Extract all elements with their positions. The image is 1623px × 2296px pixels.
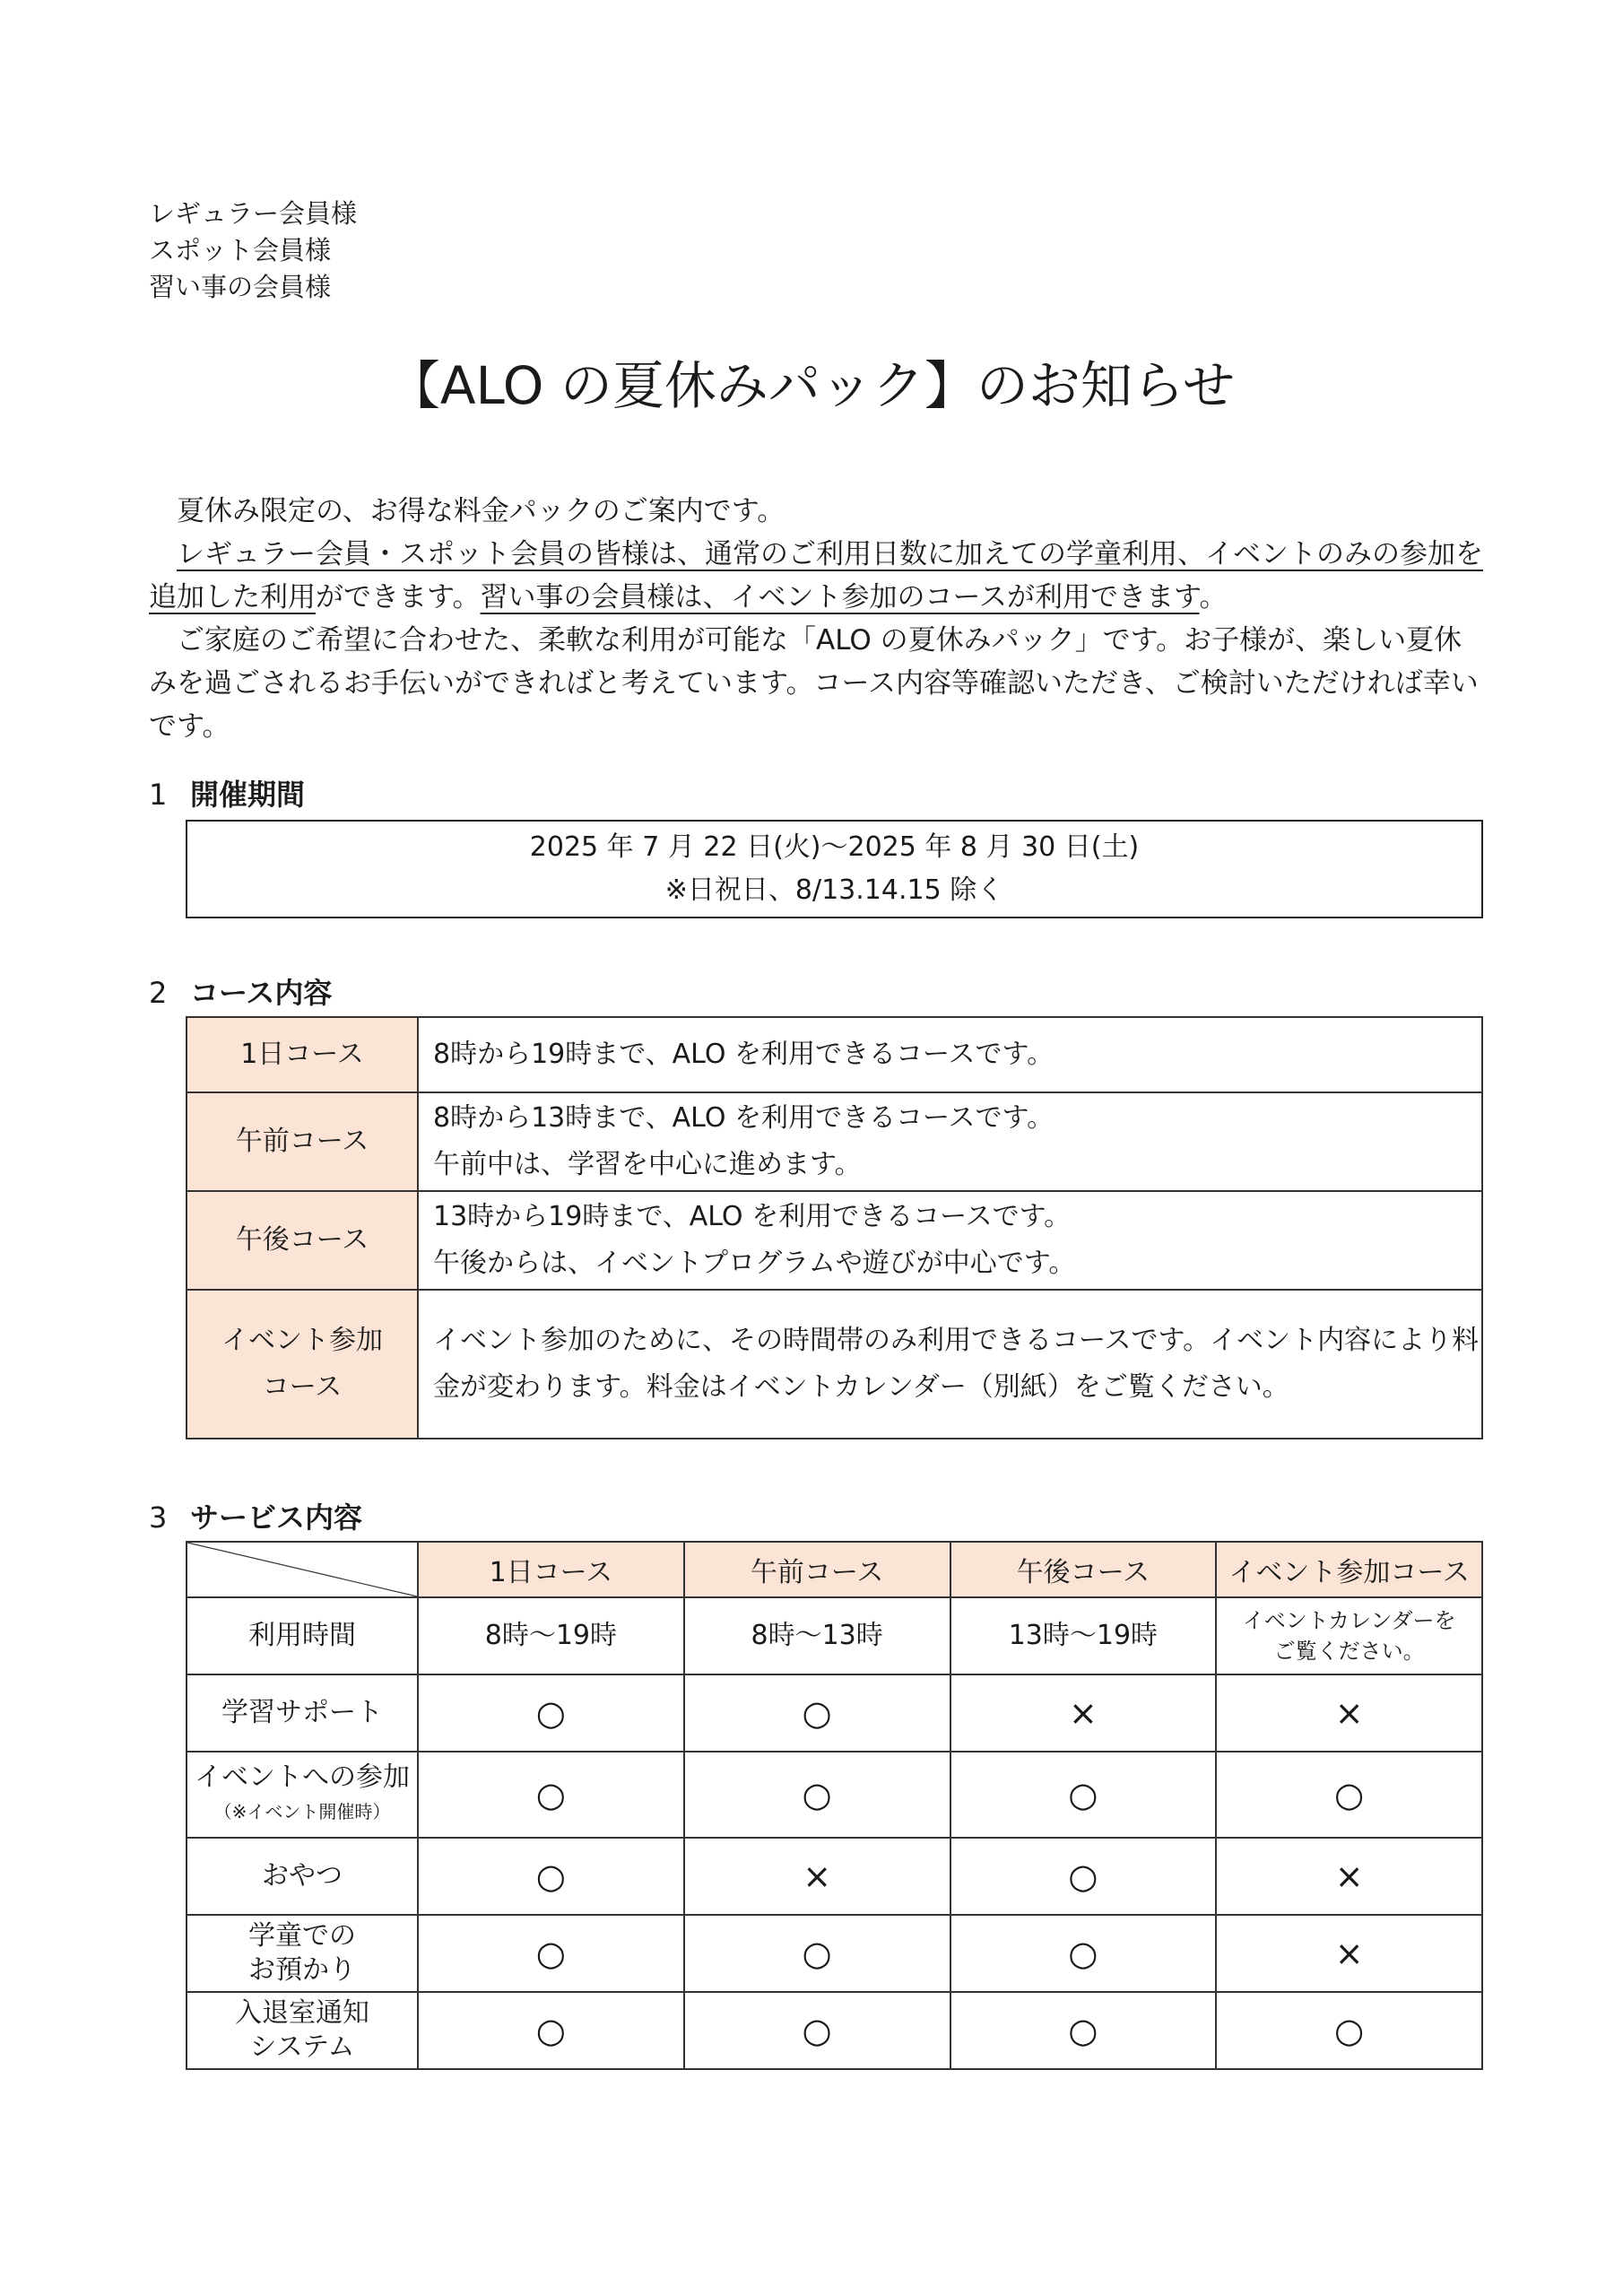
header-event: イベント参加コース bbox=[1216, 1542, 1482, 1597]
row-label bbox=[187, 1992, 418, 2069]
row-label-line: システム bbox=[249, 2031, 355, 2063]
table-cell: 8時～19時 bbox=[418, 1597, 684, 1674]
diagonal-line bbox=[187, 1543, 417, 1596]
table-cell: ○ bbox=[418, 1752, 684, 1838]
table-cell: × bbox=[684, 1838, 950, 1915]
service-row-snack bbox=[187, 1838, 1482, 1915]
header-morning: 午前コース bbox=[684, 1542, 950, 1597]
table-cell: ○ bbox=[418, 1674, 684, 1752]
service-row-care bbox=[187, 1915, 1482, 1992]
table-cell: ○ bbox=[950, 1992, 1217, 2069]
table-cell bbox=[1216, 1597, 1482, 1674]
row-label bbox=[187, 1752, 418, 1838]
section-2-heading bbox=[149, 975, 332, 1011]
recipient-lessons: 習い事の会員様 bbox=[149, 272, 332, 302]
table-cell: ○ bbox=[684, 1674, 950, 1752]
recipient-regular: レギュラー会員様 bbox=[149, 198, 358, 229]
row-label-line: お預かり bbox=[248, 1954, 356, 1986]
table-cell: × bbox=[1216, 1915, 1482, 1992]
table-cell: ○ bbox=[684, 1752, 950, 1838]
table-cell: × bbox=[1216, 1838, 1482, 1915]
page-title: 【ALO の夏休みパック】のお知らせ bbox=[387, 355, 1236, 416]
table-cell: ○ bbox=[684, 1915, 950, 1992]
service-row-notify bbox=[187, 1992, 1482, 2069]
section-1-heading bbox=[149, 777, 305, 813]
course-description bbox=[418, 1191, 1482, 1290]
event-hours-line: ご覧ください。 bbox=[1273, 1639, 1425, 1664]
course-line: 午後からは、イベントプログラムや遊びが中心です。 bbox=[433, 1248, 1076, 1279]
table-cell: 13時～19時 bbox=[950, 1597, 1217, 1674]
recipients-block bbox=[149, 196, 357, 306]
service-table bbox=[186, 1541, 1483, 2070]
period-box bbox=[186, 820, 1483, 918]
intro-p2-underlined-c: 習い事の会員様は、イベント参加のコースが利用できます bbox=[480, 581, 1200, 613]
intro-p2-plain-d: 。 bbox=[1199, 581, 1228, 613]
table-cell: 8時～13時 bbox=[684, 1597, 950, 1674]
table-cell: ○ bbox=[418, 1992, 684, 2069]
course-label: 1日コース bbox=[187, 1017, 418, 1092]
course-line: 13時から19時まで、ALO を利用できるコースです。 bbox=[433, 1201, 1072, 1232]
intro-p2-plain-b: ができます。 bbox=[316, 581, 481, 613]
row-label: おやつ bbox=[187, 1838, 418, 1915]
row-label-sub: （※イベント開催時） bbox=[213, 1801, 391, 1822]
table-cell: ○ bbox=[1216, 1992, 1482, 2069]
section-3-title: サービス内容 bbox=[190, 1500, 363, 1535]
row-label: 学習サポート bbox=[187, 1674, 418, 1752]
course-label-line: コース bbox=[262, 1371, 343, 1403]
table-cell: ○ bbox=[418, 1838, 684, 1915]
course-label: 午後コース bbox=[187, 1191, 418, 1290]
service-row-study bbox=[187, 1674, 1482, 1752]
row-label-line: 学童での bbox=[248, 1920, 356, 1952]
row-label: 利用時間 bbox=[187, 1597, 418, 1674]
section-2-number: 2 bbox=[149, 976, 168, 1010]
course-row bbox=[187, 1290, 1482, 1439]
course-row bbox=[187, 1092, 1482, 1191]
period-note: ※日祝日、8/13.14.15 除く bbox=[664, 874, 1004, 906]
intro-paragraph-1 bbox=[149, 490, 1485, 533]
course-label bbox=[187, 1290, 418, 1439]
recipient-spot: スポット会員様 bbox=[149, 235, 332, 265]
course-row bbox=[187, 1191, 1482, 1290]
row-label-line: イベントへの参加 bbox=[195, 1761, 410, 1793]
row-label-line: 入退室通知 bbox=[235, 1997, 369, 2029]
section-3-number: 3 bbox=[149, 1500, 168, 1535]
course-line: 午前中は、学習を中心に進めます。 bbox=[433, 1149, 862, 1180]
course-description bbox=[418, 1092, 1482, 1191]
service-row-event bbox=[187, 1752, 1482, 1838]
event-hours-line: イベントカレンダーを bbox=[1242, 1608, 1456, 1633]
course-label-line: イベント参加 bbox=[221, 1325, 383, 1356]
header-1day: 1日コース bbox=[418, 1542, 684, 1597]
section-2-title: コース内容 bbox=[190, 976, 333, 1010]
section-1-title: 開催期間 bbox=[190, 778, 306, 812]
course-description bbox=[418, 1017, 1482, 1092]
table-cell: × bbox=[950, 1674, 1217, 1752]
service-header-row bbox=[187, 1542, 1482, 1597]
intro-p3-text: ご家庭のご希望に合わせた、柔軟な利用が可能な「ALO の夏休みパック」です。お子様が、楽しい夏休みを過ごされるお手伝いができればと考えています。コース内容等確認いただき、ご検討いただければ幸いです。 bbox=[149, 624, 1479, 743]
table-cell: ○ bbox=[950, 1752, 1217, 1838]
course-line: 8時から13時まで、ALO を利用できるコースです。 bbox=[433, 1102, 1055, 1134]
section-3-heading bbox=[149, 1500, 362, 1535]
intro-p2-underlined-a: レギュラー会員・スポット会員の皆様は、通常のご利用日数に加えての学童利用、イベントのみの参加を追加した利用 bbox=[149, 538, 1483, 613]
table-cell: × bbox=[1216, 1674, 1482, 1752]
table-cell: ○ bbox=[950, 1838, 1217, 1915]
diagonal-corner-cell bbox=[187, 1542, 418, 1597]
table-cell: ○ bbox=[684, 1992, 950, 2069]
header-afternoon: 午後コース bbox=[950, 1542, 1217, 1597]
course-description bbox=[418, 1290, 1482, 1439]
intro-paragraph-3 bbox=[149, 619, 1485, 748]
service-row-hours bbox=[187, 1597, 1482, 1674]
table-cell: ○ bbox=[950, 1915, 1217, 1992]
course-line: 8時から19時まで、ALO を利用できるコースです。 bbox=[433, 1039, 1055, 1070]
row-label bbox=[187, 1915, 418, 1992]
period-dates: 2025 年 7 月 22 日(火)～2025 年 8 月 30 日(土) bbox=[529, 831, 1140, 863]
intro-p1-text: 夏休み限定の、お得な料金パックのご案内です。 bbox=[177, 495, 785, 527]
intro-paragraph-2 bbox=[149, 533, 1485, 619]
intro-text bbox=[149, 490, 1485, 748]
course-row bbox=[187, 1017, 1482, 1092]
course-table bbox=[186, 1016, 1483, 1439]
course-line: イベント参加のために、その時間帯のみ利用できるコースです。イベント内容により料金が変わります。料金はイベントカレンダー（別紙）をご覧ください。 bbox=[433, 1325, 1480, 1403]
section-1-number: 1 bbox=[149, 778, 168, 812]
table-cell: ○ bbox=[418, 1915, 684, 1992]
course-label: 午前コース bbox=[187, 1092, 418, 1191]
table-cell: ○ bbox=[1216, 1752, 1482, 1838]
